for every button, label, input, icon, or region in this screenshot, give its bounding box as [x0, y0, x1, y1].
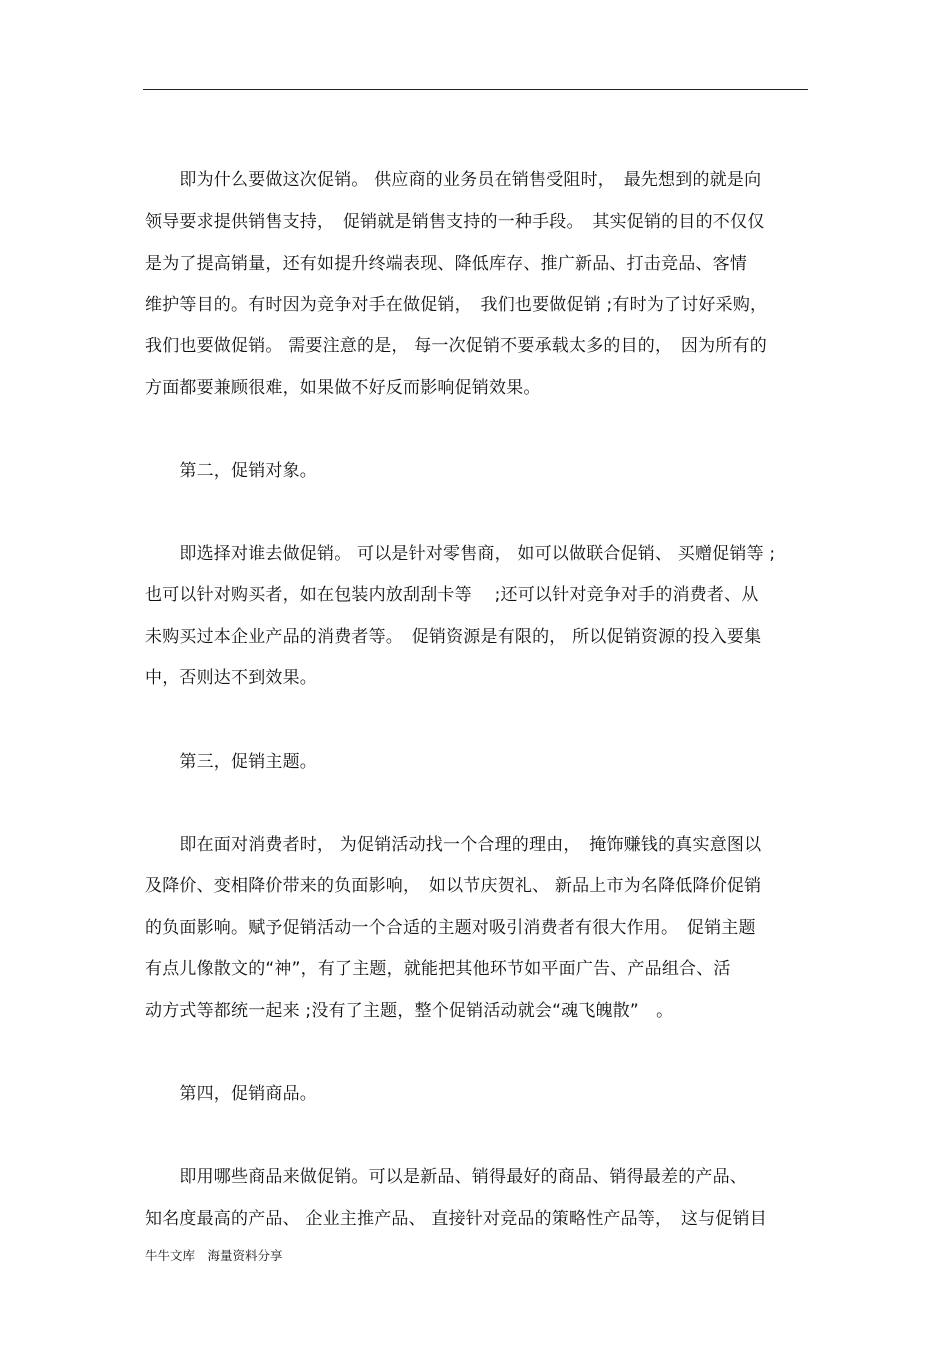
section-heading: 第四，促销商品。 — [145, 1084, 317, 1104]
paragraph-line: 维护等目的。有时因为竞争对手在做促销， 我们也要做促销 ;有时为了讨好采购， — [145, 295, 768, 315]
paragraph-line: 及降价、变相降价带来的负面影响， 如以节庆贺礼、 新品上市为名降低降价促销 — [145, 876, 762, 896]
paragraph-line: 我们也要做促销。 需要注意的是， 每一次促销不要承载太多的目的， 因为所有的 — [145, 336, 767, 356]
paragraph-line: 也可以针对购买者，如在包装内放刮刮卡等 ;还可以针对竞争对手的消费者、从 — [145, 585, 759, 605]
paragraph-line: 方面都要兼顾很难，如果做不好反而影响促销效果。 — [145, 378, 541, 398]
paragraph-line: 领导要求提供销售支持， 促销就是销售支持的一种手段。 其实促销的目的不仅仅 — [145, 212, 765, 232]
section-heading: 第二，促销对象。 — [145, 461, 317, 481]
page-footer: 牛牛文库 海量资料分享 — [145, 1248, 283, 1263]
paragraph-line: 的负面影响。赋予促销活动一个合适的主题对吸引消费者有很大作用。 促销主题 — [145, 918, 756, 938]
header-rule — [143, 89, 808, 90]
paragraph-line: 即为什么要做这次促销。 供应商的业务员在销售受阻时， 最先想到的就是向 — [145, 170, 762, 190]
paragraph-line: 是为了提高销量，还有如提升终端表现、降低库存、推广新品、打击竞品、客情 — [145, 254, 747, 274]
paragraph-line: 知名度最高的产品、 企业主推产品、 直接针对竞品的策略性产品等， 这与促销目 — [145, 1209, 767, 1229]
paragraph-line: 动方式等都统一起来 ;没有了主题，整个促销活动就会“魂飞魄散” 。 — [145, 1001, 674, 1021]
paragraph-line: 即用哪些商品来做促销。可以是新品、销得最好的商品、销得最差的产品、 — [145, 1167, 747, 1187]
paragraph-line: 未购买过本企业产品的消费者等。 促销资源是有限的， 所以促销资源的投入要集 — [145, 627, 762, 647]
paragraph-line: 中，否则达不到效果。 — [145, 668, 317, 688]
section-heading: 第三，促销主题。 — [145, 752, 317, 772]
paragraph-line: 即选择对谁去做促销。 可以是针对零售商， 如可以做联合促销、 买赠促销等 ; — [145, 544, 776, 564]
paragraph-line: 即在面对消费者时， 为促销活动找一个合理的理由， 掩饰赚钱的真实意图以 — [145, 835, 762, 855]
paragraph-line: 有点儿像散文的“神”，有了主题，就能把其他环节如平面广告、产品组合、活 — [145, 959, 731, 979]
